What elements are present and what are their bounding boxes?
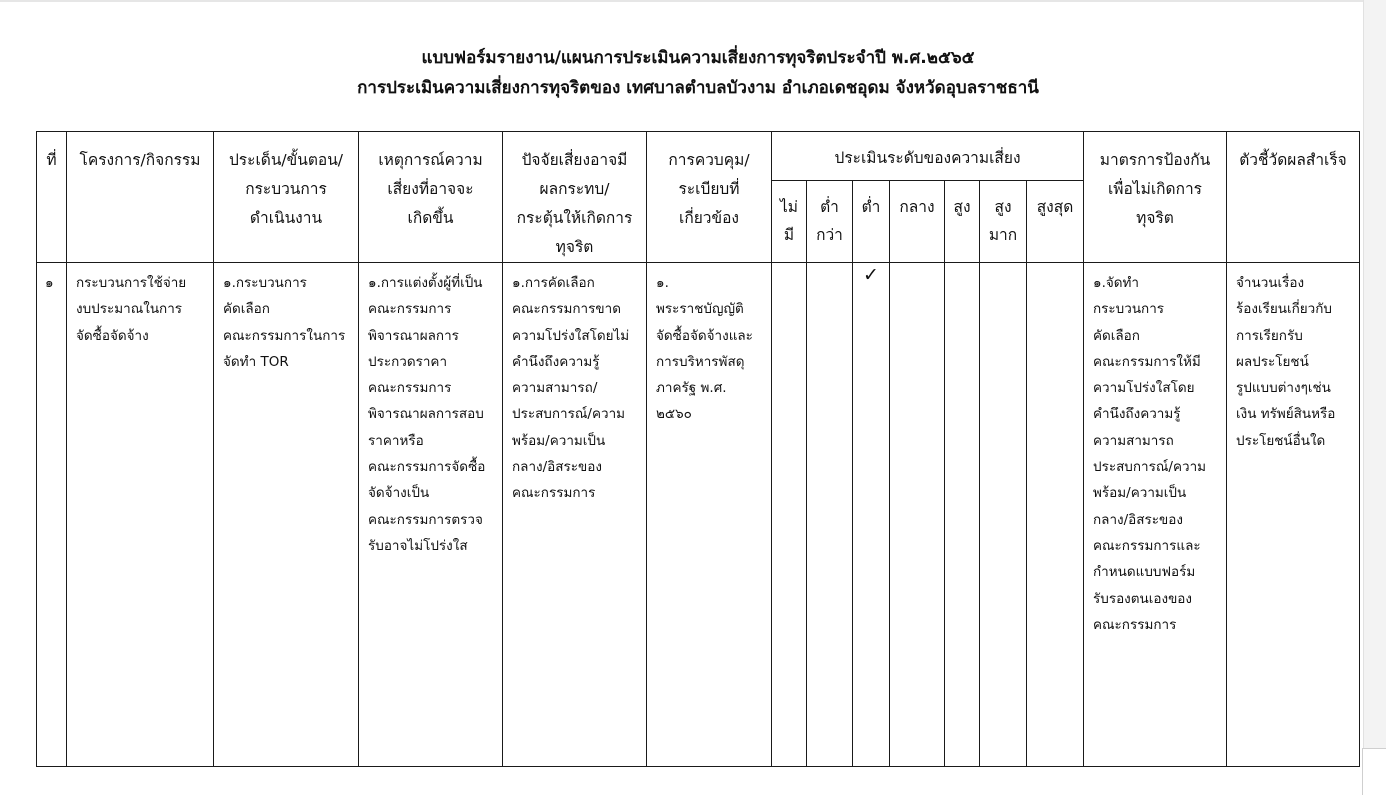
cell-level-none: [772, 263, 807, 767]
cell-prevention: ๑.จัดทำ กระบวนการ คัดเลือก คณะกรรมการให้มี ความโปร่งใสโดย คำนึงถึงความรู้ ความสามารถ ประสบการณ์/ความ พร้อม/ความเป็น กลาง/อิสระของ คณะกรรมการและ กำหนดแบบฟอร์ม รับรองตนเองของ คณะกรรมการ: [1084, 263, 1227, 767]
document-subtitle: การประเมินความเสี่ยงการทุจริตของ เทศบาลตำบลบัวงาม อำเภอเดชอุดม จังหวัดอุบลราชธานี: [357, 78, 1039, 98]
header-prevention: มาตรการป้องกัน เพื่อไม่เกิดการ ทุจริต: [1084, 132, 1227, 263]
cell-indicator: จำนวนเรื่อง ร้องเรียนเกี่ยวกับ การเรียกรับ ผลประโยชน์ รูปแบบต่างๆเช่น เงิน ทรัพย์สินหรือ ประโยชน์อื่นใด: [1227, 263, 1360, 767]
cell-event: ๑.การแต่งตั้งผู้ที่เป็น คณะกรรมการ พิจารณาผลการ ประกวดราคา คณะกรรมการ พิจารณาผลการสอบ ราคาหรือ คณะกรรมการจัดซื้อ จัดจ้างเป็น คณะกรรมการตรวจ รับอาจไม่โปร่งใส: [359, 263, 503, 767]
cell-level-low-checkmark: ✓: [853, 263, 890, 767]
cell-level-high: [945, 263, 980, 767]
header-level-medium: กลาง: [890, 181, 945, 263]
header-issue: ประเด็น/ขั้นตอน/ กระบวนการ ดำเนินงาน: [214, 132, 359, 263]
header-no: ที่: [37, 132, 67, 263]
header-project: โครงการ/กิจกรรม: [67, 132, 214, 263]
cell-level-very-low: [807, 263, 853, 767]
header-control: การควบคุม/ ระเบียบที่ เกี่ยวข้อง: [647, 132, 772, 263]
cell-no: ๑: [37, 263, 67, 767]
cell-project: กระบวนการใช้จ่าย งบประมาณในการ จัดซื้อจัดจ้าง: [67, 263, 214, 767]
cell-issue: ๑.กระบวนการ คัดเลือก คณะกรรมการในการ จัดทำ TOR: [214, 263, 359, 767]
cell-level-highest: [1027, 263, 1084, 767]
risk-assessment-table: [36, 131, 1360, 767]
table-row: [37, 263, 1360, 767]
cell-level-medium: [890, 263, 945, 767]
top-divider: [0, 0, 1386, 2]
vertical-scrollbar[interactable]: [1363, 0, 1386, 794]
header-level-high: สูง: [945, 181, 980, 263]
header-factor: ปัจจัยเสี่ยงอาจมี ผลกระทบ/ กระตุ้นให้เกิดการ ทุจริต: [503, 132, 647, 263]
header-indicator: ตัวชี้วัดผลสำเร็จ: [1227, 132, 1360, 263]
header-level-very-low: ต่ำ กว่า: [807, 181, 853, 263]
header-level-group: ประเมินระดับของความเสี่ยง: [772, 132, 1084, 181]
cell-factor: ๑.การคัดเลือก คณะกรรมการขาด ความโปร่งใสโดยไม่ คำนึงถึงความรู้ ความสามารถ/ ประสบการณ์/ความ พร้อม/ความเป็น กลาง/อิสระของ คณะกรรมการ: [503, 263, 647, 767]
header-level-very-high: สูง มาก: [980, 181, 1027, 263]
header-event: เหตุการณ์ความ เสี่ยงที่อาจจะ เกิดขึ้น: [359, 132, 503, 263]
cell-level-very-high: [980, 263, 1027, 767]
header-level-low: ต่ำ: [853, 181, 890, 263]
document-title: แบบฟอร์มรายงาน/แผนการประเมินความเสี่ยงการทุจริตประจำปี พ.ศ.๒๕๖๕: [421, 48, 975, 68]
scrollbar-corner: [1362, 748, 1386, 795]
cell-control: ๑. พระราชบัญญัติ จัดซื้อจัดจ้างและ การบริหารพัสดุ ภาครัฐ พ.ศ. ๒๕๖๐: [647, 263, 772, 767]
header-level-highest: สูงสุด: [1027, 181, 1084, 263]
header-level-none: ไม่ มี: [772, 181, 807, 263]
